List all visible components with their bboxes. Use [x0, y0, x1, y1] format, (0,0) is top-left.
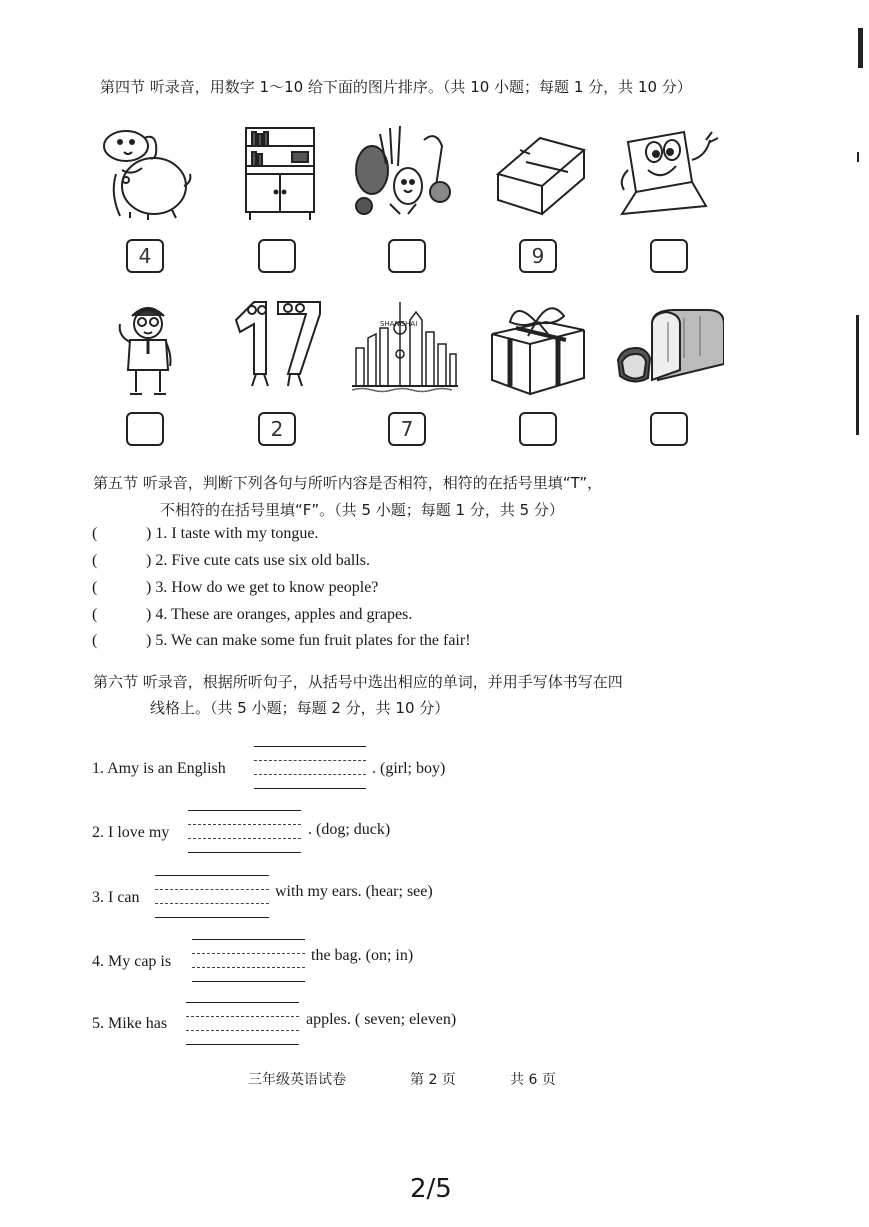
judgement-item: ) 1. I taste with my tongue.	[146, 525, 319, 542]
fill-item-before: 5. Mike has	[92, 1015, 168, 1032]
footer-exam-name: 三年级英语试卷	[248, 1072, 346, 1088]
fill-item-before: 1. Amy is an English	[92, 760, 226, 777]
judgement-item: ) 3. How do we get to know people?	[146, 579, 379, 596]
answer-box[interactable]	[126, 412, 164, 446]
judgement-item: ) 5. We can make some fun fruit plates for the fair!	[146, 632, 471, 649]
judgement-paren[interactable]: (	[92, 552, 98, 569]
section5-title: 第五节 听录音，判断下列各句与所听内容是否相符，相符的在括号里填“T”，	[93, 474, 603, 492]
fill-item-before: 3. I can	[92, 889, 140, 906]
bread-icon	[612, 304, 712, 404]
four-line-writing-grid[interactable]	[188, 810, 301, 854]
four-line-writing-grid[interactable]	[155, 875, 269, 919]
answer-box[interactable]	[650, 239, 688, 273]
judgement-paren[interactable]: (	[92, 579, 98, 596]
footer-page-number: 第 2 页	[410, 1072, 456, 1088]
section5-title-line2: 不相符的在括号里填“F”。（共 5 小题；每题 1 分，共 5 分）	[160, 501, 564, 519]
dog-icon	[96, 124, 196, 224]
fill-item-after: the bag. (on; in)	[311, 947, 414, 964]
answer-box[interactable]	[258, 239, 296, 273]
answer-box[interactable]	[388, 239, 426, 273]
judgement-paren[interactable]: (	[92, 632, 98, 649]
section6-title: 第六节 听录音，根据所听句子，从括号中选出相应的单词，并用手写体书写在四	[93, 673, 623, 691]
answer-box[interactable]: 9	[519, 239, 557, 273]
vegetables-icon	[350, 120, 450, 220]
section6-title-line2: 线格上。（共 5 小题；每题 2 分，共 10 分）	[150, 699, 450, 717]
computer-icon	[614, 122, 714, 222]
fill-item-after: . (girl; boy)	[372, 760, 446, 777]
margin-mark	[856, 315, 859, 435]
answer-box[interactable]: 7	[388, 412, 426, 446]
fill-item-after: with my ears. (hear; see)	[275, 883, 433, 900]
answer-box[interactable]	[650, 412, 688, 446]
answer-box[interactable]	[519, 412, 557, 446]
answer-box[interactable]: 4	[126, 239, 164, 273]
answer-box[interactable]: 2	[258, 412, 296, 446]
teacher-icon	[108, 298, 208, 398]
fill-item-after: apples. ( seven; eleven)	[306, 1011, 457, 1028]
section4-title: 第四节 听录音，用数字 1～10 给下面的图片排序。（共 10 小题；每题 1 分，共 10 分）	[100, 78, 692, 96]
footer-page-total: 共 6 页	[510, 1072, 556, 1088]
bookshelf-icon	[232, 124, 332, 224]
number-seventeen-icon	[226, 294, 326, 394]
fill-item-before: 4. My cap is	[92, 953, 172, 970]
gift-box-icon	[486, 300, 586, 400]
fill-item-before: 2. I love my	[92, 824, 170, 841]
four-line-writing-grid[interactable]	[192, 939, 305, 983]
judgement-paren[interactable]: (	[92, 525, 98, 542]
judgement-item: ) 2. Five cute cats use six old balls.	[146, 552, 370, 569]
judgement-item: ) 4. These are oranges, apples and grapes.	[146, 606, 413, 623]
eraser-icon	[490, 124, 590, 224]
margin-mark	[858, 28, 863, 68]
margin-mark	[857, 152, 859, 162]
page-indicator: 2/5	[410, 1174, 452, 1204]
four-line-writing-grid[interactable]	[254, 746, 366, 790]
judgement-paren[interactable]: (	[92, 606, 98, 623]
shanghai-sign: SHANGHAI	[380, 320, 418, 328]
shanghai-skyline-icon	[350, 298, 450, 398]
four-line-writing-grid[interactable]	[186, 1002, 299, 1046]
fill-item-after: . (dog; duck)	[308, 821, 391, 838]
